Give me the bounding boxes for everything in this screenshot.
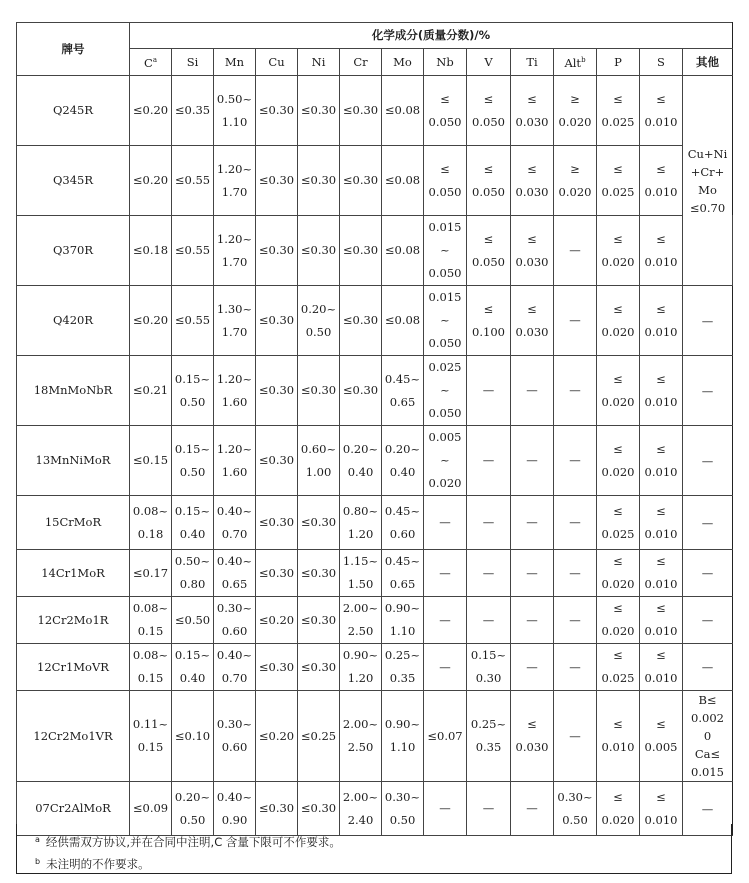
value-cell-S: ≤ 0.010 [640,76,683,146]
table-row [17,286,733,356]
value-cell-Cr: ≤0.30 [340,356,382,426]
chemical-composition-table [16,22,733,836]
value-cell-P: ≤ 0.020 [597,426,640,496]
grade-header: 牌号 [17,23,130,76]
value-cell-Cu: ≤0.30 [256,146,298,216]
value-cell-Cu: ≤0.30 [256,496,298,550]
value-cell-Ni: ≤0.30 [298,356,340,426]
grade-cell: Q345R [17,146,130,216]
value-cell-Mn: 1.20~ 1.70 [214,216,256,286]
value-cell-Ti: ≤ 0.030 [511,146,554,216]
table-row [17,597,733,644]
value-cell-Ti: — [511,426,554,496]
value-cell-Si: 0.15~ 0.40 [172,496,214,550]
table-row [17,216,733,286]
value-cell-Alt: — [554,550,597,597]
value-cell-Cu: ≤0.30 [256,356,298,426]
value-cell-Ni: ≤0.30 [298,644,340,691]
value-cell-Si: 0.15~ 0.50 [172,356,214,426]
value-cell-Mn: 1.20~ 1.60 [214,426,256,496]
grade-cell: 18MnMoNbR [17,356,130,426]
value-cell-V: — [467,426,511,496]
value-cell-C: ≤0.09 [130,782,172,836]
value-cell-Nb: ≤0.07 [424,691,467,782]
value-cell-Nb: — [424,496,467,550]
value-cell-C: ≤0.18 [130,216,172,286]
column-header-10: Alt$^b$ [554,49,597,76]
value-cell-S: ≤ 0.010 [640,216,683,286]
value-cell-Mn: 0.40~ 0.70 [214,496,256,550]
value-cell-Si: ≤0.10 [172,691,214,782]
value-cell-Alt: — [554,597,597,644]
value-cell-Cu: ≤0.30 [256,550,298,597]
value-cell-Nb: — [424,550,467,597]
value-cell-Cr: 0.90~ 1.20 [340,644,382,691]
value-cell-Nb: 0.005 ~ 0.020 [424,426,467,496]
column-header-7: Nb [424,49,467,76]
value-cell-Cu: ≤0.30 [256,76,298,146]
value-cell-Ti: — [511,550,554,597]
value-cell-Mo: ≤0.08 [382,216,424,286]
other-cell: — [683,286,733,356]
value-cell-Cr: 2.00~ 2.40 [340,782,382,836]
note-a: $^a$ 经供需双方协议,并在合同中注明,C 含量下限可不作要求。 [35,835,341,849]
value-cell-C: ≤0.21 [130,356,172,426]
value-cell-Ni: ≤0.30 [298,76,340,146]
value-cell-Ti: ≤ 0.030 [511,691,554,782]
value-cell-Nb: ≤ 0.050 [424,146,467,216]
grade-cell: 07Cr2AlMoR [17,782,130,836]
value-cell-Mn: 0.30~ 0.60 [214,691,256,782]
value-cell-Nb: 0.025 ~ 0.050 [424,356,467,426]
table-row [17,426,733,496]
value-cell-V: 0.25~ 0.35 [467,691,511,782]
composition-group-header: 化学成分(质量分数)/% [130,23,733,49]
value-cell-C: 0.08~ 0.18 [130,496,172,550]
other-cell: — [683,550,733,597]
value-cell-Si: 0.15~ 0.40 [172,644,214,691]
value-cell-Si: ≤0.55 [172,146,214,216]
value-cell-Mo: ≤0.08 [382,146,424,216]
value-cell-Alt: — [554,691,597,782]
value-cell-Cu: ≤0.30 [256,644,298,691]
value-cell-Si: 0.20~ 0.50 [172,782,214,836]
value-cell-S: ≤ 0.005 [640,691,683,782]
table-row [17,356,733,426]
value-cell-V: 0.15~ 0.30 [467,644,511,691]
value-cell-Cu: ≤0.30 [256,782,298,836]
table-title-strip [0,0,749,20]
grade-cell: 14Cr1MoR [17,550,130,597]
other-cell: — [683,782,733,836]
other-merged-cell: Cu+Ni +Cr+ Mo ≤0.70 [683,76,733,286]
table-row [17,76,733,146]
value-cell-Mo: 0.45~ 0.60 [382,496,424,550]
column-header-3: Cu [256,49,298,76]
value-cell-V: — [467,550,511,597]
grade-cell: 12Cr1MoVR [17,644,130,691]
value-cell-Ni: ≤0.30 [298,216,340,286]
value-cell-Alt: — [554,286,597,356]
value-cell-C: 0.11~ 0.15 [130,691,172,782]
grade-cell: 12Cr2Mo1R [17,597,130,644]
value-cell-Mo: 0.45~ 0.65 [382,550,424,597]
value-cell-S: ≤ 0.010 [640,644,683,691]
value-cell-S: ≤ 0.010 [640,146,683,216]
table-notes [16,824,732,874]
value-cell-S: ≤ 0.010 [640,286,683,356]
value-cell-P: ≤ 0.020 [597,550,640,597]
value-cell-Cu: ≤0.20 [256,691,298,782]
value-cell-Mn: 1.20~ 1.60 [214,356,256,426]
value-cell-C: ≤0.17 [130,550,172,597]
value-cell-Nb: 0.015 ~ 0.050 [424,286,467,356]
value-cell-P: ≤ 0.020 [597,216,640,286]
note-b: $^b$ 未注明的不作要求。 [35,857,150,871]
value-cell-Ni: 0.20~ 0.50 [298,286,340,356]
value-cell-V: — [467,496,511,550]
other-cell: — [683,644,733,691]
value-cell-P: ≤ 0.020 [597,356,640,426]
value-cell-Cu: ≤0.30 [256,286,298,356]
value-cell-Ni: ≤0.30 [298,597,340,644]
value-cell-Ni: ≤0.30 [298,782,340,836]
table-body [17,76,733,836]
other-cell: — [683,496,733,550]
value-cell-Cu: ≤0.20 [256,597,298,644]
value-cell-Mo: 0.20~ 0.40 [382,426,424,496]
value-cell-Mn: 1.30~ 1.70 [214,286,256,356]
value-cell-Mn: 0.30~ 0.60 [214,597,256,644]
column-header-2: Mn [214,49,256,76]
value-cell-Si: 0.50~ 0.80 [172,550,214,597]
value-cell-Nb: — [424,597,467,644]
value-cell-Cr: 0.80~ 1.20 [340,496,382,550]
other-cell: — [683,356,733,426]
value-cell-P: ≤ 0.010 [597,691,640,782]
value-cell-Nb: — [424,644,467,691]
value-cell-Alt: — [554,216,597,286]
value-cell-S: ≤ 0.010 [640,426,683,496]
value-cell-C: ≤0.15 [130,426,172,496]
value-cell-Mo: ≤0.08 [382,286,424,356]
value-cell-P: ≤ 0.025 [597,644,640,691]
value-cell-V: ≤ 0.050 [467,76,511,146]
value-cell-V: ≤ 0.050 [467,216,511,286]
column-header-4: Ni [298,49,340,76]
value-cell-Mn: 0.40~ 0.70 [214,644,256,691]
value-cell-Ni: ≤0.30 [298,496,340,550]
value-cell-Ni: 0.60~ 1.00 [298,426,340,496]
header-row-1 [17,23,733,49]
value-cell-Ti: — [511,597,554,644]
value-cell-V: ≤ 0.050 [467,146,511,216]
value-cell-Alt: ≥ 0.020 [554,76,597,146]
value-cell-P: ≤ 0.025 [597,496,640,550]
value-cell-Mo: 0.90~ 1.10 [382,597,424,644]
value-cell-P: ≤ 0.020 [597,286,640,356]
table-row [17,496,733,550]
grade-cell: 15CrMoR [17,496,130,550]
value-cell-Alt: — [554,426,597,496]
value-cell-Cu: ≤0.30 [256,426,298,496]
column-header-12: S [640,49,683,76]
value-cell-Mn: 0.40~ 0.90 [214,782,256,836]
column-header-8: V [467,49,511,76]
grade-cell: 13MnNiMoR [17,426,130,496]
value-cell-Nb: ≤ 0.050 [424,76,467,146]
value-cell-C: ≤0.20 [130,286,172,356]
value-cell-Cr: 2.00~ 2.50 [340,691,382,782]
value-cell-C: ≤0.20 [130,76,172,146]
value-cell-Mn: 0.40~ 0.65 [214,550,256,597]
value-cell-Mo: 0.30~ 0.50 [382,782,424,836]
value-cell-Si: ≤0.55 [172,216,214,286]
value-cell-Ti: — [511,496,554,550]
value-cell-Ni: ≤0.30 [298,550,340,597]
column-header-1: Si [172,49,214,76]
value-cell-Cr: ≤0.30 [340,286,382,356]
column-header-13: 其他 [683,49,733,76]
value-cell-Si: ≤0.50 [172,597,214,644]
value-cell-Si: ≤0.55 [172,286,214,356]
column-header-6: Mo [382,49,424,76]
value-cell-C: 0.08~ 0.15 [130,597,172,644]
value-cell-P: ≤ 0.020 [597,782,640,836]
value-cell-Mo: ≤0.08 [382,76,424,146]
value-cell-Ti: — [511,644,554,691]
value-cell-Si: 0.15~ 0.50 [172,426,214,496]
value-cell-Ti: — [511,356,554,426]
value-cell-Ti: ≤ 0.030 [511,216,554,286]
table-row [17,550,733,597]
value-cell-C: 0.08~ 0.15 [130,644,172,691]
grade-cell: 12Cr2Mo1VR [17,691,130,782]
value-cell-Ni: ≤0.30 [298,146,340,216]
value-cell-Mo: 0.90~ 1.10 [382,691,424,782]
value-cell-Mn: 1.20~ 1.70 [214,146,256,216]
table-row [17,146,733,216]
value-cell-Cr: ≤0.30 [340,76,382,146]
column-header-9: Ti [511,49,554,76]
column-header-11: P [597,49,640,76]
other-cell: — [683,426,733,496]
grade-cell: Q370R [17,216,130,286]
column-header-5: Cr [340,49,382,76]
value-cell-Alt: 0.30~ 0.50 [554,782,597,836]
value-cell-S: ≤ 0.010 [640,597,683,644]
value-cell-Cr: 0.20~ 0.40 [340,426,382,496]
value-cell-Ti: ≤ 0.030 [511,286,554,356]
value-cell-Ti: — [511,782,554,836]
value-cell-Ni: ≤0.25 [298,691,340,782]
value-cell-V: — [467,356,511,426]
column-header-0: $C^a$ [130,49,172,76]
value-cell-Alt: — [554,644,597,691]
value-cell-Nb: — [424,782,467,836]
value-cell-V: ≤ 0.100 [467,286,511,356]
value-cell-P: ≤ 0.020 [597,597,640,644]
value-cell-Cr: 2.00~ 2.50 [340,597,382,644]
value-cell-Mn: 0.50~ 1.10 [214,76,256,146]
grade-cell: Q420R [17,286,130,356]
value-cell-Cr: ≤0.30 [340,146,382,216]
value-cell-V: — [467,782,511,836]
other-cell: B≤ 0.002 0 Ca≤ 0.015 [683,691,733,782]
value-cell-P: ≤ 0.025 [597,146,640,216]
value-cell-Cr: ≤0.30 [340,216,382,286]
value-cell-S: ≤ 0.010 [640,782,683,836]
value-cell-S: ≤ 0.010 [640,496,683,550]
value-cell-V: — [467,597,511,644]
value-cell-Cr: 1.15~ 1.50 [340,550,382,597]
value-cell-Ti: ≤ 0.030 [511,76,554,146]
table-row [17,644,733,691]
value-cell-Mo: 0.25~ 0.35 [382,644,424,691]
value-cell-Si: ≤0.35 [172,76,214,146]
table-row [17,691,733,782]
value-cell-C: ≤0.20 [130,146,172,216]
value-cell-S: ≤ 0.010 [640,550,683,597]
value-cell-Nb: 0.015 ~ 0.050 [424,216,467,286]
value-cell-S: ≤ 0.010 [640,356,683,426]
value-cell-Cu: ≤0.30 [256,216,298,286]
value-cell-Alt: ≥ 0.020 [554,146,597,216]
other-cell: — [683,597,733,644]
grade-cell: Q245R [17,76,130,146]
value-cell-P: ≤ 0.025 [597,76,640,146]
value-cell-Mo: 0.45~ 0.65 [382,356,424,426]
value-cell-Alt: — [554,496,597,550]
value-cell-Alt: — [554,356,597,426]
